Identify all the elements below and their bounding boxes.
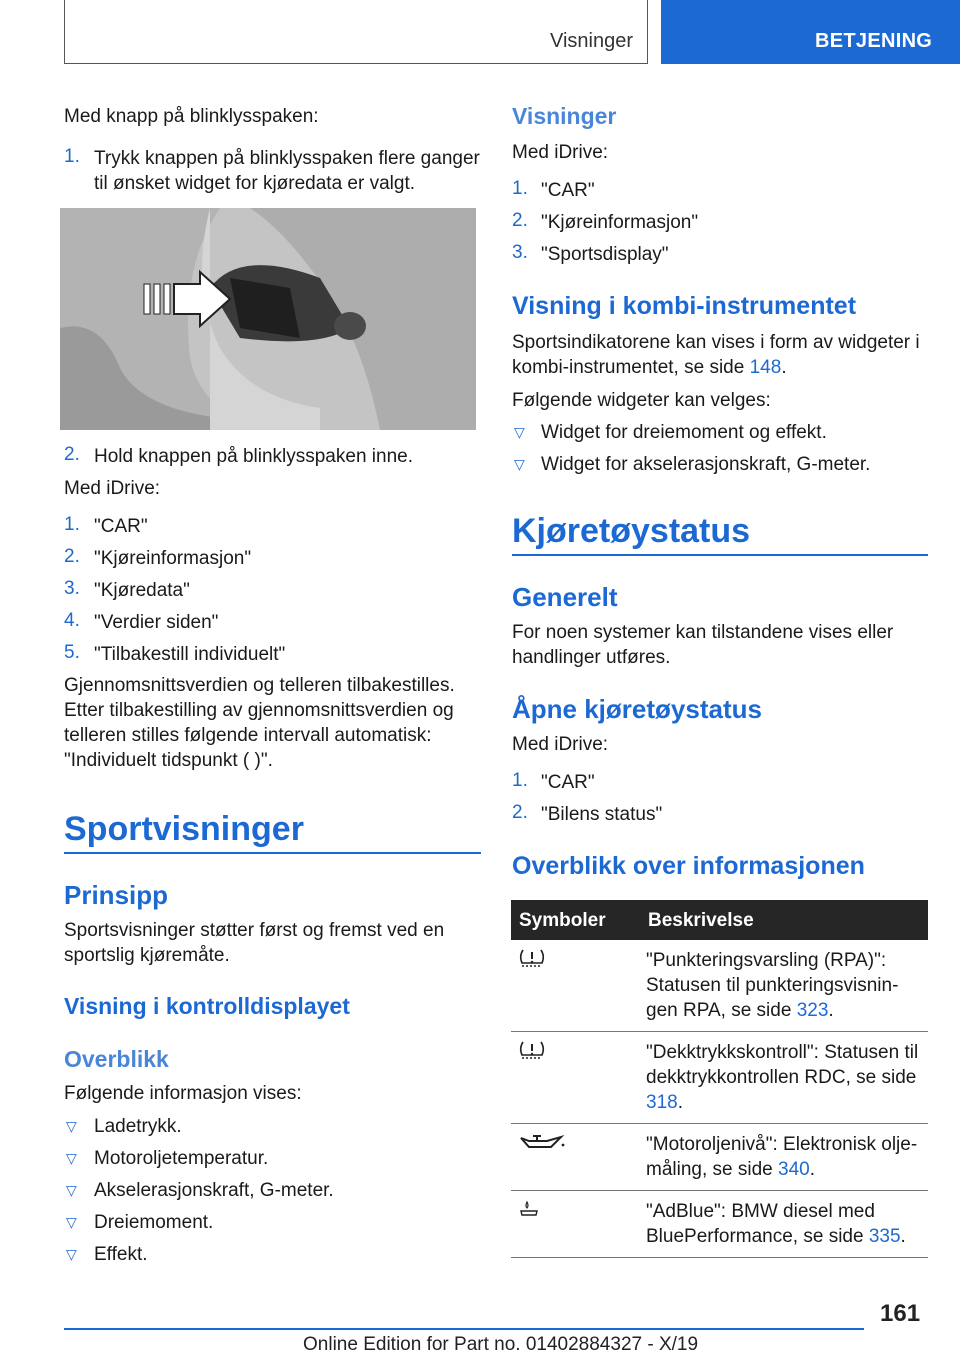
- widgets-intro: Følgende widgeter kan velges:: [512, 390, 771, 411]
- heading-rule: [512, 554, 928, 556]
- list-number: 2.: [512, 802, 528, 823]
- page-number: 161: [880, 1300, 921, 1327]
- bullet-item: Motoroljetemperatur.: [94, 1148, 269, 1169]
- bullet-item: Ladetrykk.: [94, 1116, 182, 1137]
- step-number: 2.: [64, 444, 80, 465]
- symbol-cell: [511, 1032, 640, 1124]
- heading-kombi: Visning i kombi-instrumentet: [512, 292, 857, 320]
- bullet-item: Widget for akselerasjonskraft, G-meter.: [541, 454, 871, 475]
- list-item: "Tilbakestill individuelt": [94, 644, 286, 665]
- table-row: [511, 1124, 928, 1191]
- bullet-triangle-icon: ▽: [514, 424, 525, 440]
- page-link[interactable]: 340: [778, 1159, 810, 1180]
- bullet-triangle-icon: ▽: [514, 456, 525, 472]
- bullet-triangle-icon: ▽: [66, 1182, 77, 1198]
- page-link[interactable]: 335: [868, 1226, 901, 1247]
- list-item: "Kjøreinformasjon": [94, 548, 252, 569]
- list-item: "Sportsdisplay": [541, 244, 669, 265]
- heading-visninger: Visninger: [512, 103, 617, 129]
- list-item: "CAR": [94, 516, 148, 537]
- description-cell: "AdBlue": BMW diesel med BluePerformance, se side 335.: [640, 1191, 928, 1258]
- heading-overblikk: Overblikk: [64, 1046, 169, 1072]
- symbol-cell: [511, 1191, 640, 1258]
- list-number: 3.: [64, 578, 80, 599]
- bullet-item: Effekt.: [94, 1244, 148, 1265]
- list-item: "CAR": [541, 772, 595, 793]
- list-item: "Verdier siden": [94, 612, 219, 633]
- list-item: "CAR": [541, 180, 595, 201]
- symbol-cell: [511, 940, 640, 1032]
- heading-sportvisninger: Sportvisninger: [64, 810, 304, 848]
- footer-rule: [64, 1328, 864, 1330]
- list-number: 5.: [64, 642, 80, 663]
- oil-can-icon: [517, 1132, 567, 1152]
- list-number: 1.: [512, 178, 528, 199]
- list-number: 2.: [512, 210, 528, 231]
- bullet-item: Widget for dreiemoment og effekt.: [541, 422, 827, 443]
- description-cell: "Dekktrykkskontroll": Statusen til dekktrykkontrollen RDC, se side 318.: [640, 1032, 928, 1124]
- idrive-label: Med iDrive:: [512, 734, 609, 755]
- stalk-button-illustration: [60, 208, 476, 430]
- tire-warning-icon: [517, 948, 547, 968]
- bullet-triangle-icon: ▽: [66, 1150, 77, 1166]
- bullet-item: Dreiemoment.: [94, 1212, 214, 1233]
- prinsipp-text: Sportsvisninger støtter først og fremst ved en sportslig kjøremåte.: [64, 920, 445, 966]
- list-number: 4.: [64, 610, 80, 631]
- tire-warning-icon: [517, 1040, 547, 1060]
- step-text: Trykk knappen på blinklysspaken flere ganger til ønsket widget for kjøredata er valgt.: [94, 148, 480, 194]
- bullet-triangle-icon: ▽: [66, 1214, 77, 1230]
- list-item: "Kjøredata": [94, 580, 190, 601]
- generelt-text: For noen systemer kan tilstandene vises eller handlinger utføres.: [512, 622, 894, 668]
- adblue-icon: [517, 1199, 541, 1219]
- list-item: "Bilens status": [541, 804, 663, 825]
- description-cell: "Motoroljenivå": Elektronisk oljemåling, se side 340.: [640, 1124, 928, 1191]
- heading-generelt: Generelt: [512, 582, 618, 612]
- bullet-item: Akselerasjonskraft, G-meter.: [94, 1180, 334, 1201]
- overblikk-intro: Følgende informasjon vises:: [64, 1083, 302, 1104]
- idrive-label: Med iDrive:: [512, 142, 609, 163]
- chapter-title: BETJENING: [815, 30, 933, 52]
- list-number: 3.: [512, 242, 528, 263]
- idrive-label: Med iDrive:: [64, 478, 161, 499]
- page-link[interactable]: 148: [749, 357, 782, 378]
- heading-rule: [64, 852, 481, 854]
- heading-overblikk-info: Overblikk over informasjonen: [512, 852, 865, 880]
- heading-kjoretoystatus: Kjøretøystatus: [512, 512, 751, 550]
- list-number: 2.: [64, 546, 80, 567]
- table-header-row: [511, 900, 928, 940]
- list-number: 1.: [512, 770, 528, 791]
- description-cell: "Punkteringsvarsling (RPA)": Statusen til punkteringsvisningen RPA, se side 323.: [640, 940, 928, 1032]
- kombi-text: Sportsindikatorene kan vises i form av widgeter i kombi-instrumentet, se side 148.: [512, 332, 920, 378]
- heading-apne: Åpne kjøretøystatus: [512, 694, 762, 724]
- page-link[interactable]: 323: [796, 1000, 829, 1021]
- heading-prinsipp: Prinsipp: [64, 880, 169, 910]
- table-row: [511, 1191, 928, 1258]
- col-header-description: Beskrivelse: [640, 900, 928, 940]
- bullet-triangle-icon: ▽: [66, 1246, 77, 1262]
- step-text: Hold knappen på blinklysspaken inne.: [94, 446, 413, 467]
- bullet-triangle-icon: ▽: [66, 1118, 77, 1134]
- symbol-cell: [511, 1124, 640, 1191]
- intro-text: Med knapp på blinklysspaken:: [64, 106, 319, 127]
- section-title: Visninger: [549, 30, 633, 52]
- heading-kontrolldisplay: Visning i kontrolldisplayet: [64, 993, 350, 1019]
- col-header-symbols: Symboler: [511, 900, 640, 940]
- list-number: 1.: [64, 514, 80, 535]
- step-number: 1.: [64, 146, 80, 167]
- reset-text: Gjennomsnittsverdien og telleren tilbakestilles. Etter tilbakestilling av gjennomsnittsverdien og telleren stilles følgende intervall automatisk: "Individuelt tidspunkt ( )".: [64, 675, 455, 771]
- edition-text: Online Edition for Part no. 01402884327 - X/19: [303, 1334, 699, 1355]
- table-row: [511, 940, 928, 1032]
- page-link[interactable]: 318: [646, 1092, 678, 1113]
- list-item: "Kjøreinformasjon": [541, 212, 699, 233]
- info-table: [511, 900, 928, 1258]
- table-row: [511, 1032, 928, 1124]
